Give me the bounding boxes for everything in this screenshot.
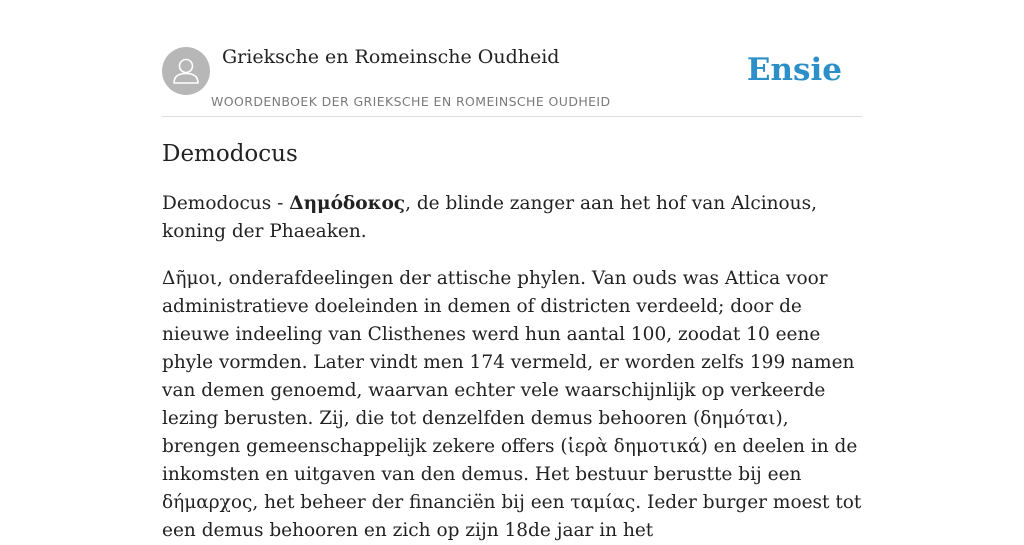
definition-prefix: Demodocus - bbox=[162, 193, 290, 214]
site-title-link[interactable]: Grieksche en Romeinsche Oudheid bbox=[222, 46, 560, 68]
entry-content bbox=[162, 138, 862, 545]
site-header bbox=[162, 0, 862, 117]
user-avatar-icon[interactable] bbox=[162, 47, 210, 95]
definition-text: , de blinde zanger aan het hof van Alcinous, koning der Phaeaken. bbox=[162, 193, 817, 242]
ensie-logo-link[interactable]: Ensie bbox=[746, 52, 842, 88]
greek-headword: Δημόδοκος bbox=[289, 193, 406, 214]
entry-definition bbox=[162, 190, 862, 246]
entry-title: Demodocus bbox=[162, 141, 298, 167]
entry-paragraph: Δῆμοι, onderafdeelingen der attische phylen. Van ouds was Attica voor administratieve doeleinden in demen of districten verdeeld; door de nieuwe indeeling van Clisthenes werd hun aantal 100, zoodat 10 eene phyle vormden. Later vindt men 174 vermeld, er worden zelfs 199 namen van demen genoemd, waarvan echter vele waarschijnlijk op verkeerde lezing berusten. Zij, die tot denzelfden demus behooren (δημόται), brengen gemeenschappelijk zekere offers (ἱερὰ δημοτικά) en deelen in de inkomsten en uitgaven van den demus. Het bestuur berustte bij een δήμαρχος, het beheer der financiën bij een ταμίας. Ieder burger moest tot een demus behooren en zich op zijn 18de jaar in het bbox=[162, 268, 862, 541]
site-subtitle: WOORDENBOEK DER GRIEKSCHE EN ROMEINSCHE OUDHEID bbox=[211, 94, 611, 109]
